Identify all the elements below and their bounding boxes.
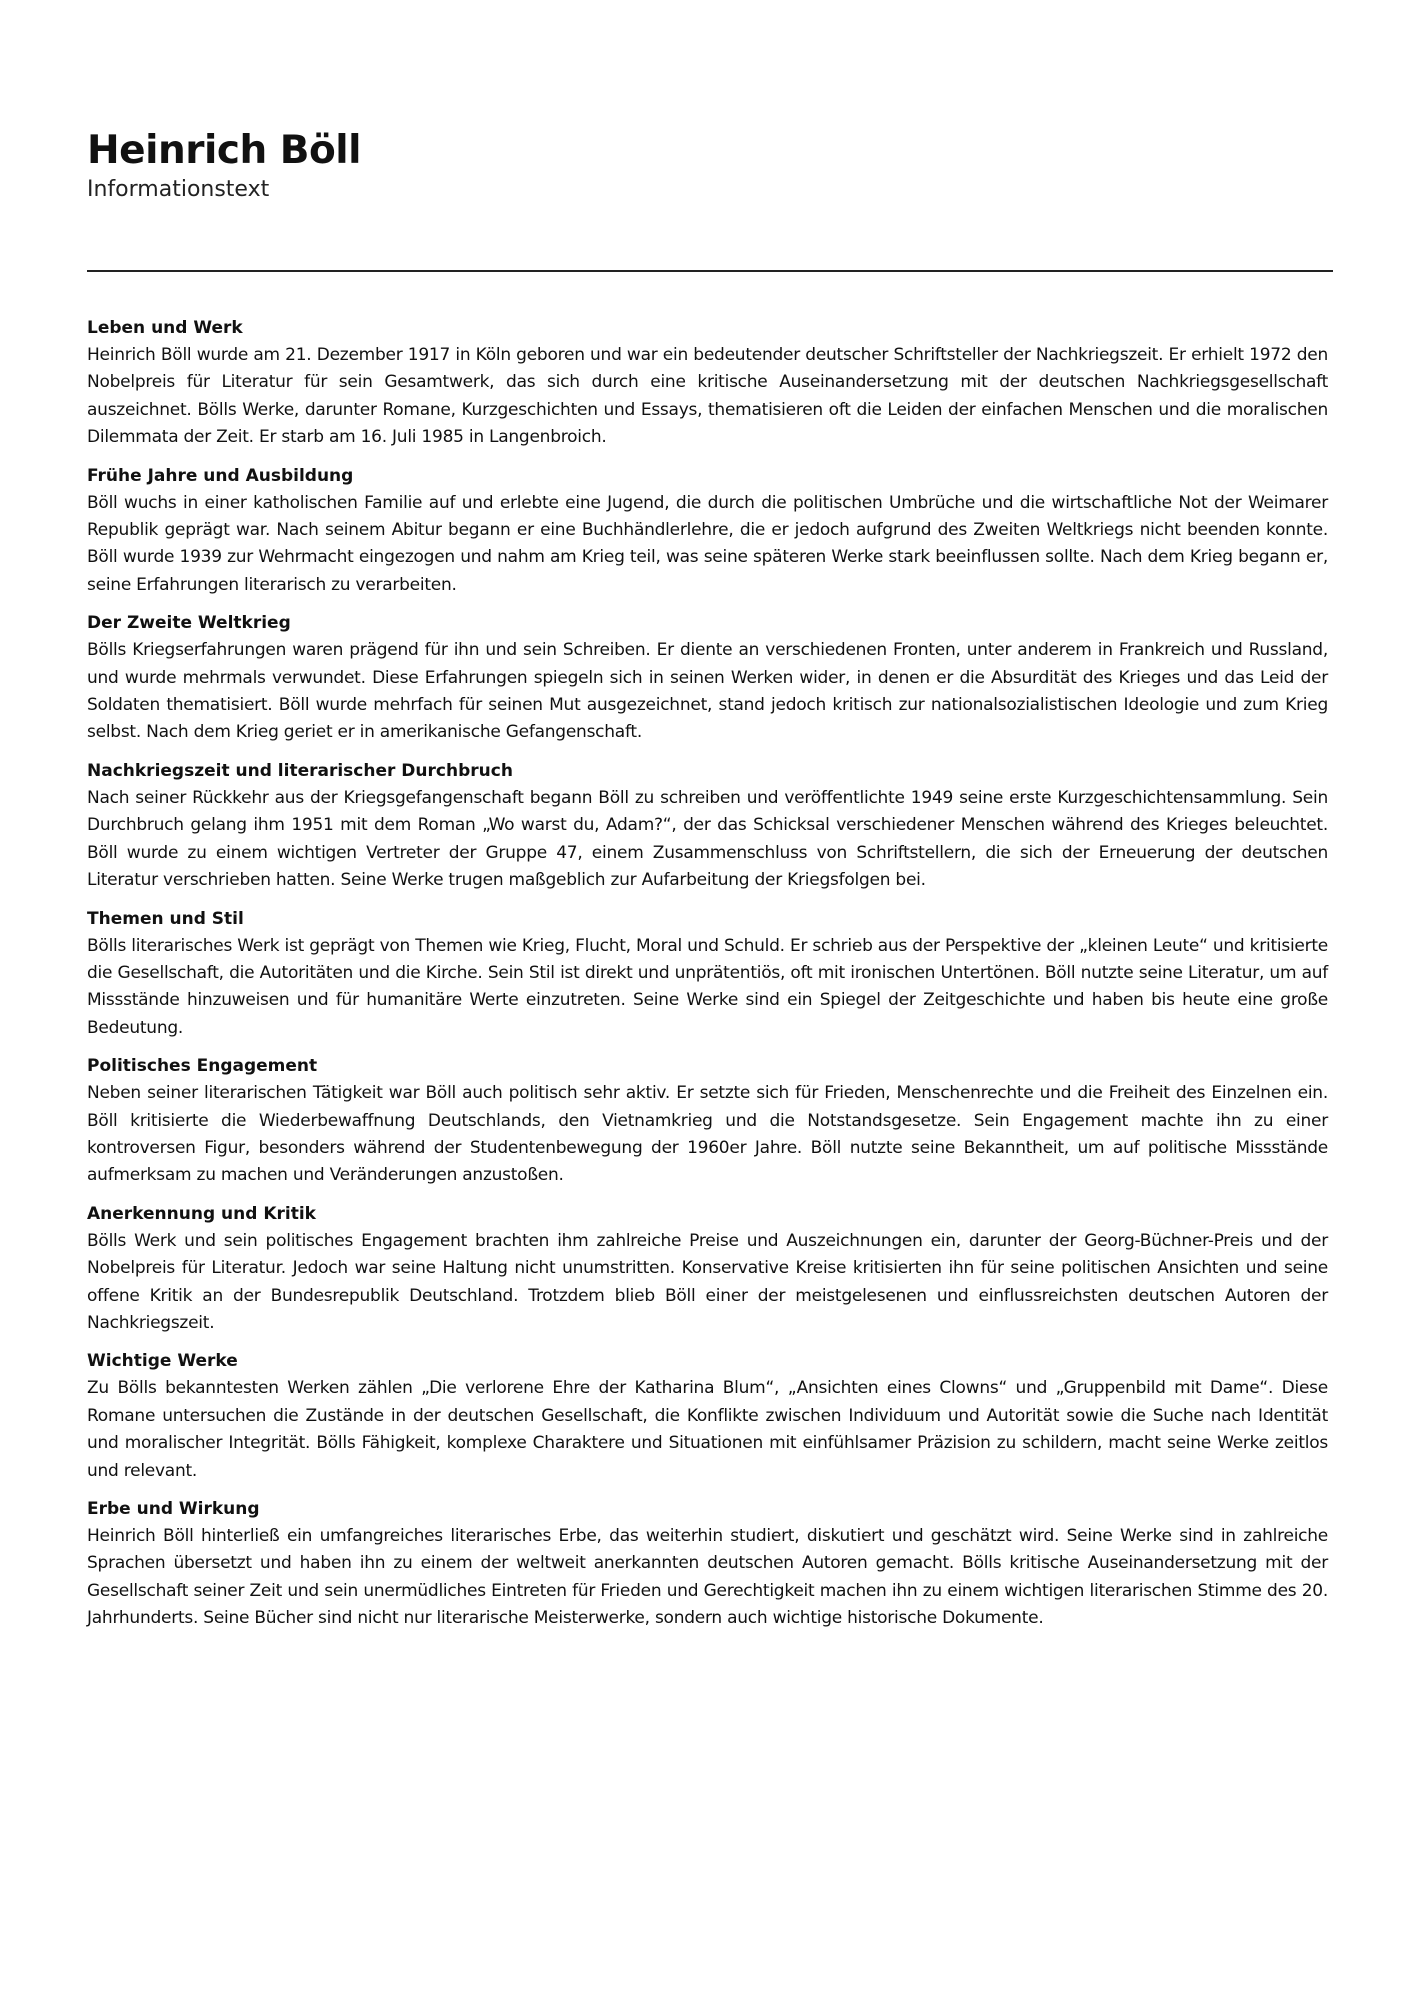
section-heading: Themen und Stil xyxy=(87,908,244,929)
section-body: Neben seiner literarischen Tätigkeit war Böll auch politisch sehr aktiv. Er setzte sich für Frieden, Menschenrechte und die Freiheit des Einzelnen ein. Böll kritisierte die Wiederbewaffnung Deutschlands, den Vietnamkrieg und die Notstandsgesetze. Sein Engagement machte ihn zu einer kontroversen Figur, besonders während der Studentenbewegung der 1960er Jahre. Böll nutzte seine Bekanntheit, um auf politische Missstände aufmerksam zu machen und Veränderungen anzustoßen. xyxy=(87,1083,1328,1186)
section-heading: Der Zweite Weltkrieg xyxy=(87,613,291,634)
section-body: Nach seiner Rückkehr aus der Kriegsgefangenschaft begann Böll zu schreiben und veröffentlichte 1949 seine erste Kurzgeschichtensammlung. Sein Durchbruch gelang ihm 1951 mit dem Roman „Wo warst du, Adam?“, der das Schicksal verschiedener Menschen während des Krieges beleuchtet. Böll wurde zu einem wichtigen Vertreter der Gruppe 47, einem Zusammenschluss von Schriftstellern, die sich der Erneuerung der deutschen Literatur verschrieben hatten. Seine Werke trugen maßgeblich zur Aufarbeitung der Kriegsfolgen bei. xyxy=(87,787,1328,891)
section-politisches-engagement xyxy=(87,1053,1328,1190)
section-body: Zu Bölls bekanntesten Werken zählen „Die verlorene Ehre der Katharina Blum“, „Ansichten eines Clowns“ und „Gruppenbild mit Dame“. Diese Romane untersuchen die Zustände in der deutschen Gesellschaft, die Konflikte zwischen Individuum und Autorität sowie die Suche nach Identität und moralischer Integrität. Bölls Fähigkeit, komplexe Charaktere und Situationen mit einfühlsamer Präzision zu schildern, macht seine Werke zeitlos und relevant. xyxy=(87,1378,1328,1481)
section-body: Bölls literarisches Werk ist geprägt von Themen wie Krieg, Flucht, Moral und Schuld. Er schrieb aus der Perspektive der „kleinen Leute“ und kritisierte die Gesellschaft, die Autoritäten und die Kirche. Sein Stil ist direkt und unprätentiös, oft mit ironischen Untertönen. Böll nutzte seine Literatur, um auf Missstände hinzuweisen und für humanitäre Werte einzutreten. Seine Werke sind ein Spiegel der Zeitgeschichte und haben bis heute eine große Bedeutung. xyxy=(87,935,1328,1038)
section-anerkennung-und-kritik xyxy=(87,1201,1328,1338)
section-heading: Nachkriegszeit und literarischer Durchbruch xyxy=(87,760,513,781)
section-heading: Erbe und Wirkung xyxy=(87,1499,260,1519)
document-page xyxy=(87,128,1328,1629)
section-body: Heinrich Böll hinterließ ein umfangreiches literarisches Erbe, das weiterhin studiert, diskutiert und geschätzt wird. Seine Werke sind in zahlreiche Sprachen übersetzt und haben ihn zu einem der weltweit anerkannten deutschen Autoren gemacht. Bölls kritische Auseinandersetzung mit der Gesellschaft seiner Zeit und sein unermüdliches Eintreten für Frieden und Gerechtigkeit machen ihn zu einem wichtigen literarischen Stimme des 20. Jahrhunderts. Seine Bücher sind nicht nur literarische Meisterwerke, sondern auch wichtige historische Dokumente. xyxy=(87,1526,1328,1629)
section-heading: Frühe Jahre und Ausbildung xyxy=(87,465,354,486)
document-title: Heinrich Böll xyxy=(87,128,362,173)
section-body: Bölls Kriegserfahrungen waren prägend für ihn und sein Schreiben. Er diente an verschiedenen Fronten, unter anderem in Frankreich und Russland, und wurde mehrmals verwundet. Diese Erfahrungen spiegeln sich in seinen Werken wider, in denen er die Absurdität des Krieges und das Leid der Soldaten thematisiert. Böll wurde mehrfach für seinen Mut ausgezeichnet, stand jedoch kritisch zur nationalsozialistischen Ideologie und zum Krieg selbst. Nach dem Krieg geriet er in amerikanische Gefangenschaft. xyxy=(87,640,1328,743)
section-nachkriegszeit xyxy=(87,758,1328,895)
section-erbe-und-wirkung xyxy=(87,1496,1328,1633)
section-body: Heinrich Böll wurde am 21. Dezember 1917 in Köln geboren und war ein bedeutender deutscher Schriftsteller der Nachkriegszeit. Er erhielt 1972 den Nobelpreis für Literatur für sein Gesamtwerk, das sich durch eine kritische Auseinandersetzung mit der deutschen Nachkriegsgesellschaft auszeichnet. Bölls Werke, darunter Romane, Kurzgeschichten und Essays, thematisieren oft die Leiden der einfachen Menschen und die moralischen Dilemmata der Zeit. Er starb am 16. Juli 1985 in Langenbroich. xyxy=(87,345,1328,448)
section-fruehe-jahre xyxy=(87,463,1328,600)
title-divider xyxy=(87,270,1333,272)
section-themen-und-stil xyxy=(87,906,1328,1043)
document-content xyxy=(87,315,1328,1644)
section-heading: Wichtige Werke xyxy=(87,1351,238,1372)
section-leben-und-werk xyxy=(87,315,1328,452)
document-subtitle: Informationstext xyxy=(87,177,270,202)
section-heading: Politisches Engagement xyxy=(87,1056,318,1077)
section-heading: Leben und Werk xyxy=(87,318,243,338)
section-body: Bölls Werk und sein politisches Engagement brachten ihm zahlreiche Preise und Auszeichnungen ein, darunter der Georg-Büchner-Preis und der Nobelpreis für Literatur. Jedoch war seine Haltung nicht unumstritten. Konservative Kreise kritisierten ihn für seine politischen Ansichten und seine offene Kritik an der Bundesrepublik Deutschland. Trotzdem blieb Böll einer der meistgelesenen und einflussreichsten deutschen Autoren der Nachkriegszeit. xyxy=(87,1230,1328,1333)
section-wichtige-werke xyxy=(87,1348,1328,1485)
section-zweiter-weltkrieg xyxy=(87,610,1328,747)
section-heading: Anerkennung und Kritik xyxy=(87,1203,316,1224)
section-body: Böll wuchs in einer katholischen Familie auf und erlebte eine Jugend, die durch die politischen Umbrüche und die wirtschaftliche Not der Weimarer Republik geprägt war. Nach seinem Abitur begann er eine Buchhändlerlehre, die er jedoch aufgrund des Zweiten Weltkriegs nicht beenden konnte. Böll wurde 1939 zur Wehrmacht eingezogen und nahm am Krieg teil, was seine späteren Werke stark beeinflussen sollte. Nach dem Krieg begann er, seine Erfahrungen literarisch zu verarbeiten. xyxy=(87,492,1328,595)
